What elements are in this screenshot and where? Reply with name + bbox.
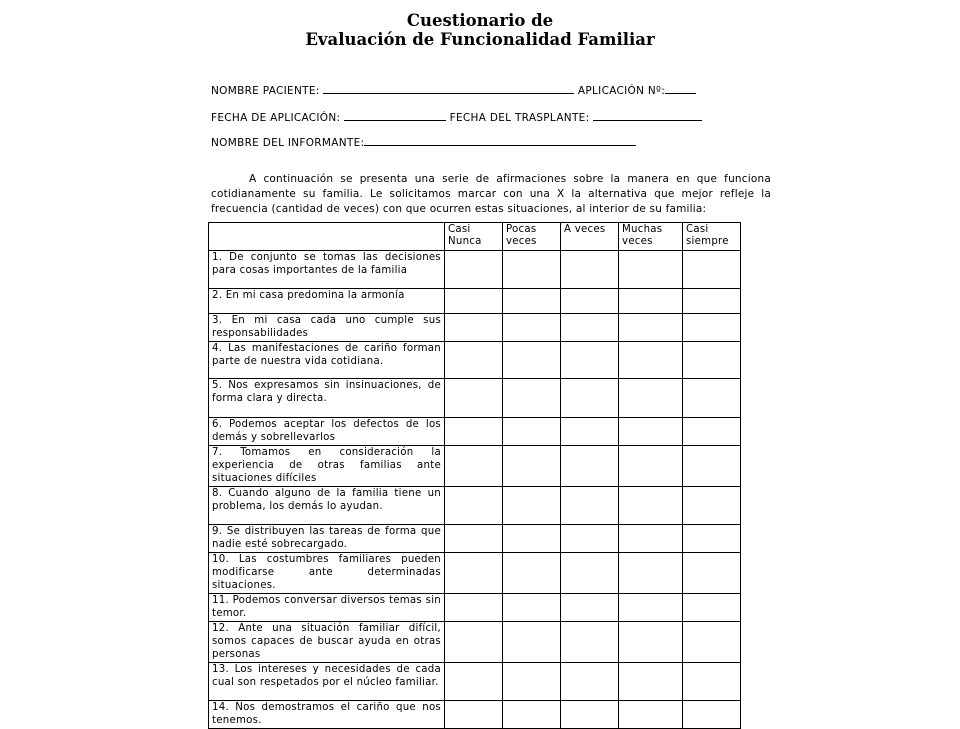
answer-cell[interactable] bbox=[619, 622, 683, 663]
table-row bbox=[209, 251, 741, 289]
answer-cell[interactable] bbox=[503, 379, 561, 418]
table-row bbox=[209, 553, 741, 594]
answer-cell[interactable] bbox=[503, 342, 561, 379]
answer-cell[interactable] bbox=[561, 446, 619, 487]
answer-cell[interactable] bbox=[683, 342, 741, 379]
statement-cell: 11. Podemos conversar diversos temas sin temor. bbox=[209, 594, 445, 622]
answer-cell[interactable] bbox=[619, 418, 683, 446]
table-row bbox=[209, 594, 741, 622]
answer-cell[interactable] bbox=[683, 418, 741, 446]
header-cell: A veces bbox=[561, 223, 619, 251]
table-row bbox=[209, 314, 741, 342]
informant-line[interactable] bbox=[364, 136, 636, 146]
answer-cell[interactable] bbox=[445, 251, 503, 289]
answer-cell[interactable] bbox=[561, 251, 619, 289]
header-cell: Casi siempre bbox=[683, 223, 741, 251]
answer-cell[interactable] bbox=[619, 487, 683, 525]
answer-cell[interactable] bbox=[561, 525, 619, 553]
statement-cell: 5. Nos expresamos sin insinuaciones, de forma clara y directa. bbox=[209, 379, 445, 418]
header-empty-cell bbox=[209, 223, 445, 251]
statement-cell: 1. De conjunto se tomas las decisiones para cosas importantes de la familia bbox=[209, 251, 445, 289]
answer-cell[interactable] bbox=[503, 553, 561, 594]
transplant-date-label: FECHA DEL TRASPLANTE: bbox=[449, 112, 590, 124]
answer-cell[interactable] bbox=[561, 314, 619, 342]
answer-cell[interactable] bbox=[619, 342, 683, 379]
statement-cell: 7. Tomamos en consideración la experiencia de otras familias ante situaciones difíciles bbox=[209, 446, 445, 487]
answer-cell[interactable] bbox=[445, 289, 503, 314]
answer-cell[interactable] bbox=[445, 663, 503, 701]
table-row bbox=[209, 379, 741, 418]
answer-cell[interactable] bbox=[683, 594, 741, 622]
header-cell: Pocas veces bbox=[503, 223, 561, 251]
answer-cell[interactable] bbox=[561, 701, 619, 729]
answer-cell[interactable] bbox=[445, 525, 503, 553]
statement-cell: 9. Se distribuyen las tareas de forma que nadie esté sobrecargado. bbox=[209, 525, 445, 553]
answer-cell[interactable] bbox=[503, 701, 561, 729]
document-title-line1: Cuestionario de bbox=[406, 11, 554, 30]
statement-cell: 3. En mi casa cada uno cumple sus responsabilidades bbox=[209, 314, 445, 342]
answer-cell[interactable] bbox=[445, 622, 503, 663]
answer-cell[interactable] bbox=[503, 289, 561, 314]
answer-cell[interactable] bbox=[619, 314, 683, 342]
answer-cell[interactable] bbox=[561, 594, 619, 622]
answer-cell[interactable] bbox=[561, 663, 619, 701]
instructions-paragraph bbox=[211, 172, 771, 217]
table-header-row bbox=[209, 223, 741, 251]
answer-cell[interactable] bbox=[683, 663, 741, 701]
answer-cell[interactable] bbox=[683, 622, 741, 663]
answer-cell[interactable] bbox=[503, 446, 561, 487]
statement-cell: 4. Las manifestaciones de cariño forman parte de nuestra vida cotidiana. bbox=[209, 342, 445, 379]
informant-label: NOMBRE DEL INFORMANTE: bbox=[211, 137, 365, 149]
answer-cell[interactable] bbox=[683, 525, 741, 553]
table-row bbox=[209, 342, 741, 379]
answer-cell[interactable] bbox=[683, 487, 741, 525]
answer-cell[interactable] bbox=[619, 594, 683, 622]
answer-cell[interactable] bbox=[619, 379, 683, 418]
answer-cell[interactable] bbox=[445, 314, 503, 342]
table-row bbox=[209, 525, 741, 553]
answer-cell[interactable] bbox=[561, 379, 619, 418]
answer-cell[interactable] bbox=[619, 553, 683, 594]
answer-cell[interactable] bbox=[561, 622, 619, 663]
statement-cell: 12. Ante una situación familiar difícil, somos capaces de buscar ayuda en otras personas bbox=[209, 622, 445, 663]
answer-cell[interactable] bbox=[503, 594, 561, 622]
patient-name-label: NOMBRE PACIENTE: bbox=[211, 85, 320, 97]
dates-row bbox=[211, 111, 702, 124]
table-row bbox=[209, 487, 741, 525]
answer-cell[interactable] bbox=[503, 314, 561, 342]
answer-cell[interactable] bbox=[445, 342, 503, 379]
answer-cell[interactable] bbox=[561, 418, 619, 446]
application-date-label: FECHA DE APLICACIÓN: bbox=[211, 112, 341, 124]
answer-cell[interactable] bbox=[445, 553, 503, 594]
answer-cell[interactable] bbox=[683, 251, 741, 289]
answer-cell[interactable] bbox=[445, 487, 503, 525]
table-row bbox=[209, 622, 741, 663]
answer-cell[interactable] bbox=[619, 525, 683, 553]
answer-cell[interactable] bbox=[619, 446, 683, 487]
answer-cell[interactable] bbox=[561, 289, 619, 314]
answer-cell[interactable] bbox=[683, 379, 741, 418]
answer-cell[interactable] bbox=[619, 289, 683, 314]
answer-cell[interactable] bbox=[683, 314, 741, 342]
answer-cell[interactable] bbox=[683, 701, 741, 729]
answer-cell[interactable] bbox=[445, 446, 503, 487]
application-date-line[interactable] bbox=[344, 111, 446, 121]
statement-cell: 8. Cuando alguno de la familia tiene un problema, los demás lo ayudan. bbox=[209, 487, 445, 525]
informant-row bbox=[211, 136, 636, 149]
statement-cell: 14. Nos demostramos el cariño que nos tenemos. bbox=[209, 701, 445, 729]
statement-cell: 13. Los intereses y necesidades de cada cual son respetados por el núcleo familiar. bbox=[209, 663, 445, 701]
answer-cell[interactable] bbox=[503, 525, 561, 553]
table-row bbox=[209, 418, 741, 446]
answer-cell[interactable] bbox=[503, 663, 561, 701]
patient-name-row bbox=[211, 84, 696, 97]
answer-cell[interactable] bbox=[619, 701, 683, 729]
table-row bbox=[209, 289, 741, 314]
header-cell: Casi Nunca bbox=[445, 223, 503, 251]
patient-name-line[interactable] bbox=[323, 84, 574, 94]
answer-cell[interactable] bbox=[445, 379, 503, 418]
application-no-label: APLICACIÓN Nº: bbox=[577, 85, 666, 97]
answer-cell[interactable] bbox=[445, 418, 503, 446]
questionnaire-table bbox=[208, 222, 741, 729]
table-row bbox=[209, 663, 741, 701]
instructions-text: A continuación se presenta una serie de afirmaciones sobre la manera en que funciona cotidianamente su familia. Le solicitamos marcar con una X la alternativa que mejor refleje la frecuencia (cantidad de veces) con que ocurren estas situaciones, al interior de su familia: bbox=[211, 173, 771, 215]
answer-cell[interactable] bbox=[445, 594, 503, 622]
answer-cell[interactable] bbox=[619, 663, 683, 701]
answer-cell[interactable] bbox=[503, 418, 561, 446]
table-row bbox=[209, 701, 741, 729]
answer-cell[interactable] bbox=[503, 251, 561, 289]
answer-cell[interactable] bbox=[503, 487, 561, 525]
header-cell: Muchas veces bbox=[619, 223, 683, 251]
transplant-date-line[interactable] bbox=[593, 111, 702, 121]
answer-cell[interactable] bbox=[445, 701, 503, 729]
document-title-line2: Evaluación de Funcionalidad Familiar bbox=[305, 30, 655, 49]
answer-cell[interactable] bbox=[619, 251, 683, 289]
table-row bbox=[209, 446, 741, 487]
statement-cell: 2. En mi casa predomina la armonía bbox=[209, 289, 445, 314]
answer-cell[interactable] bbox=[561, 487, 619, 525]
statement-cell: 10. Las costumbres familiares pueden modificarse ante determinadas situaciones. bbox=[209, 553, 445, 594]
answer-cell[interactable] bbox=[561, 553, 619, 594]
answer-cell[interactable] bbox=[561, 342, 619, 379]
answer-cell[interactable] bbox=[503, 622, 561, 663]
answer-cell[interactable] bbox=[683, 446, 741, 487]
answer-cell[interactable] bbox=[683, 289, 741, 314]
statement-cell: 6. Podemos aceptar los defectos de los demás y sobrellevarlos bbox=[209, 418, 445, 446]
answer-cell[interactable] bbox=[683, 553, 741, 594]
application-no-line[interactable] bbox=[665, 84, 696, 94]
